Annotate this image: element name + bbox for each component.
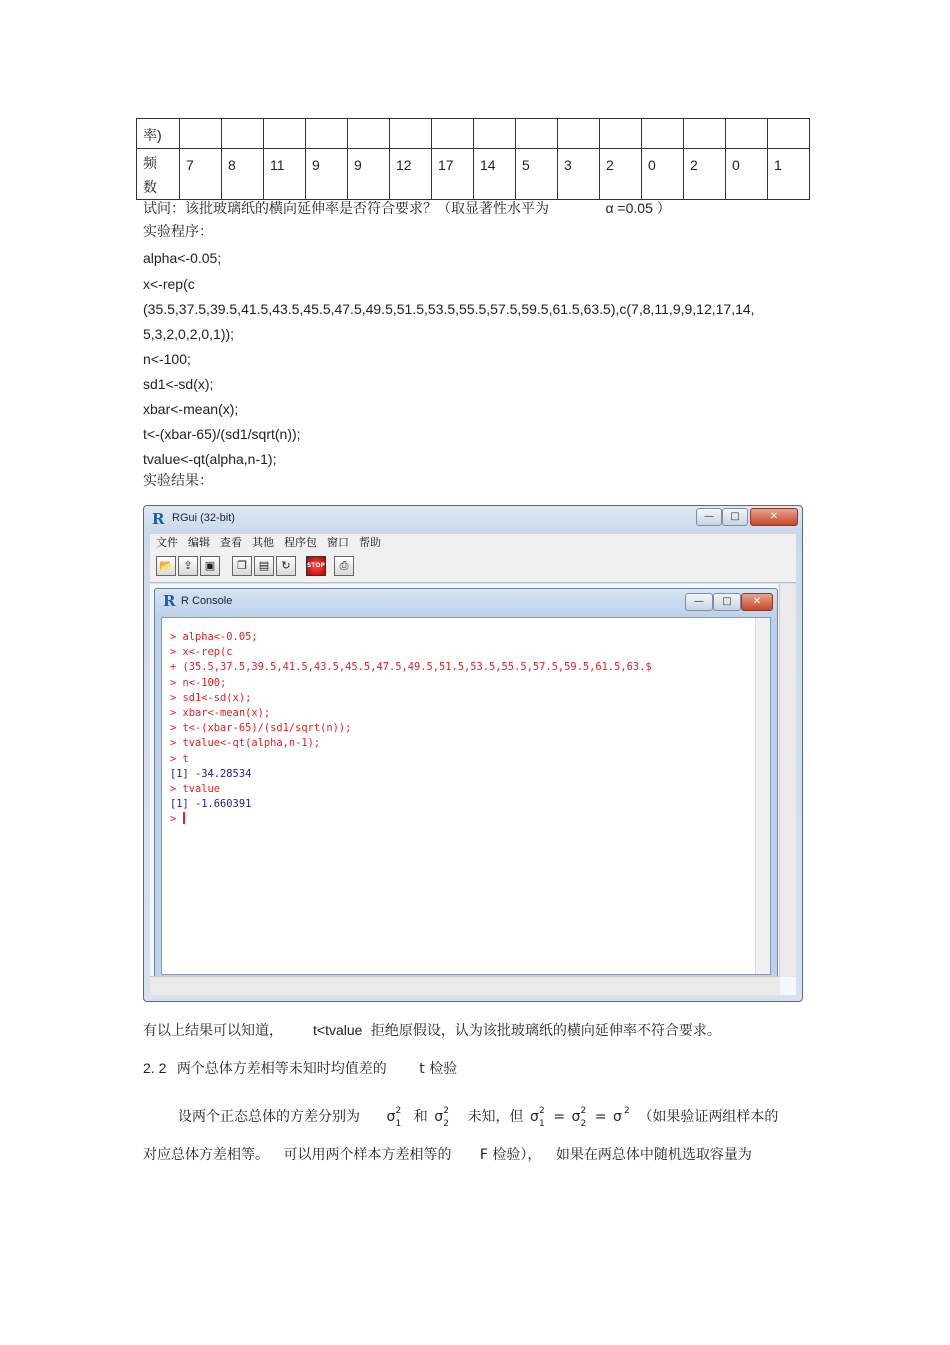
save-icon[interactable]: ▣ <box>200 556 220 576</box>
console-input-line: + (35.5,37.5,39.5,41.5,43.5,45.5,47.5,49.5,51.5,53.5,55.5,57.5,59.5,61.5,63.$ <box>170 661 652 674</box>
console-input-line: > tvalue<-qt(alpha,n-1); <box>170 737 321 750</box>
r-console-window <box>154 588 778 980</box>
console-minimize-button[interactable]: — <box>685 593 713 611</box>
toolbar <box>150 552 796 583</box>
program-heading: 实验程序： <box>143 224 213 240</box>
menu-edit[interactable]: 编辑 <box>188 536 210 549</box>
console-input-line: > t <box>170 752 189 765</box>
horizontal-scrollbar[interactable] <box>150 976 780 995</box>
refresh-icon[interactable]: ↻ <box>276 556 296 576</box>
menu-windows[interactable]: 窗口 <box>327 536 349 549</box>
console-result-line: [1] -34.28534 <box>170 767 252 780</box>
code-line: t<-(xbar-65)/(sd1/sqrt(n)); <box>143 426 301 442</box>
section-heading: 2. 2 两个总体方差相等未知时均值差的 t 检验 <box>143 1060 458 1077</box>
paragraph-line-1: 设两个正态总体的方差分别为 σ 2 1 和 σ 2 2 未知，但 σ 2 1 = σ 2 2 = σ 2 （如果验证两组样本的 <box>178 1106 779 1129</box>
window-title: RGui (32-bit) <box>172 512 235 524</box>
row-label-freq-2: 数 <box>143 179 157 195</box>
freq-cell: 3 <box>564 157 572 173</box>
code-line: x<-rep(c <box>143 276 195 292</box>
menu-misc[interactable]: 其他 <box>252 536 274 549</box>
console-input-line: > n<-100; <box>170 676 227 689</box>
code-line: 5,3,2,0,2,0,1)); <box>143 326 235 342</box>
menu-file[interactable]: 文件 <box>156 536 178 549</box>
console-scrollbar[interactable] <box>755 618 770 974</box>
console-maximize-button[interactable]: □ <box>713 593 741 611</box>
freq-cell: 11 <box>270 157 285 173</box>
menu-view[interactable]: 查看 <box>220 536 242 549</box>
console-input-line: > tvalue <box>170 783 221 796</box>
code-line: tvalue<-qt(alpha,n-1); <box>143 451 277 467</box>
menu-bar <box>150 534 796 552</box>
console-input-line: > t<-(xbar-65)/(sd1/sqrt(n)); <box>170 722 352 735</box>
freq-cell: 2 <box>606 157 614 173</box>
text-cursor <box>183 812 185 824</box>
minimize-button[interactable]: — <box>696 508 722 526</box>
console-body[interactable] <box>161 617 771 975</box>
copy-icon[interactable]: ❐ <box>232 556 252 576</box>
stop-icon[interactable]: STOP <box>306 556 326 576</box>
menu-help[interactable]: 帮助 <box>359 536 381 549</box>
paste-icon[interactable]: ▤ <box>254 556 274 576</box>
freq-cell: 12 <box>396 157 412 173</box>
console-input-line: > sd1<-sd(x); <box>170 691 252 704</box>
console-result-line: [1] -1.660391 <box>170 798 252 811</box>
table-row <box>137 119 810 149</box>
code-line: alpha<-0.05; <box>143 250 222 266</box>
open-script-icon[interactable]: 📂 <box>156 556 176 576</box>
console-input-line: > alpha<-0.05; <box>170 631 258 643</box>
menu-packages[interactable]: 程序包 <box>284 536 317 549</box>
alpha-value: α =0.05 ） <box>605 200 671 216</box>
console-input-line: > <box>170 813 183 826</box>
freq-cell: 17 <box>438 157 454 173</box>
conclusion-text: 有以上结果可以知道， t<tvalue 拒绝原假设，认为该批玻璃纸的横向延伸率不符合要求。 <box>143 1022 721 1039</box>
vertical-scrollbar[interactable] <box>779 584 796 977</box>
print-icon[interactable]: ⎙ <box>334 556 354 576</box>
freq-cell: 9 <box>312 157 320 173</box>
freq-cell: 14 <box>480 157 496 173</box>
row-label-rate: 率) <box>143 127 162 143</box>
frequency-table <box>136 118 810 200</box>
r-logo-icon: R <box>163 592 176 610</box>
question-text: 试问：该批玻璃纸的横向延伸率是否符合要求？（取显著性水平为 α =0.05 ） <box>143 200 671 217</box>
code-line: n<-100; <box>143 351 191 367</box>
code-line: (35.5,37.5,39.5,41.5,43.5,45.5,47.5,49.5,51.5,53.5,55.5,57.5,59.5,61.5,63.5),c(7,8,11,9,9,12,17,14, <box>143 301 755 317</box>
maximize-button[interactable]: □ <box>722 508 748 526</box>
freq-cell: 5 <box>522 157 530 173</box>
freq-cell: 1 <box>774 157 782 173</box>
console-title: R Console <box>181 595 233 607</box>
freq-cell: 0 <box>648 157 656 173</box>
load-workspace-icon[interactable]: ⇪ <box>178 556 198 576</box>
r-logo-icon: R <box>152 510 165 528</box>
code-line: sd1<-sd(x); <box>143 376 214 392</box>
mdi-area <box>150 584 796 995</box>
close-button[interactable]: ✕ <box>750 508 798 526</box>
freq-cell: 8 <box>228 157 236 173</box>
result-heading: 实验结果： <box>143 473 213 489</box>
rgui-window <box>143 505 803 1002</box>
freq-cell: 7 <box>186 157 194 173</box>
console-close-button[interactable]: ✕ <box>741 593 773 611</box>
freq-cell: 0 <box>732 157 740 173</box>
console-input-line: > xbar<-mean(x); <box>170 707 271 720</box>
code-line: xbar<-mean(x); <box>143 401 239 417</box>
freq-cell: 9 <box>354 157 362 173</box>
row-label-freq-1: 频 <box>143 155 157 171</box>
console-output <box>170 630 652 828</box>
freq-cell: 2 <box>690 157 698 173</box>
console-input-line: > x<-rep(c <box>170 646 233 659</box>
table-row <box>137 149 810 200</box>
rgui-titlebar <box>144 506 802 532</box>
paragraph-line-2: 对应总体方差相等。 可以用两个样本方差相等的 F 检验）， 如果在两总体中随机选取容量为 <box>143 1147 752 1163</box>
